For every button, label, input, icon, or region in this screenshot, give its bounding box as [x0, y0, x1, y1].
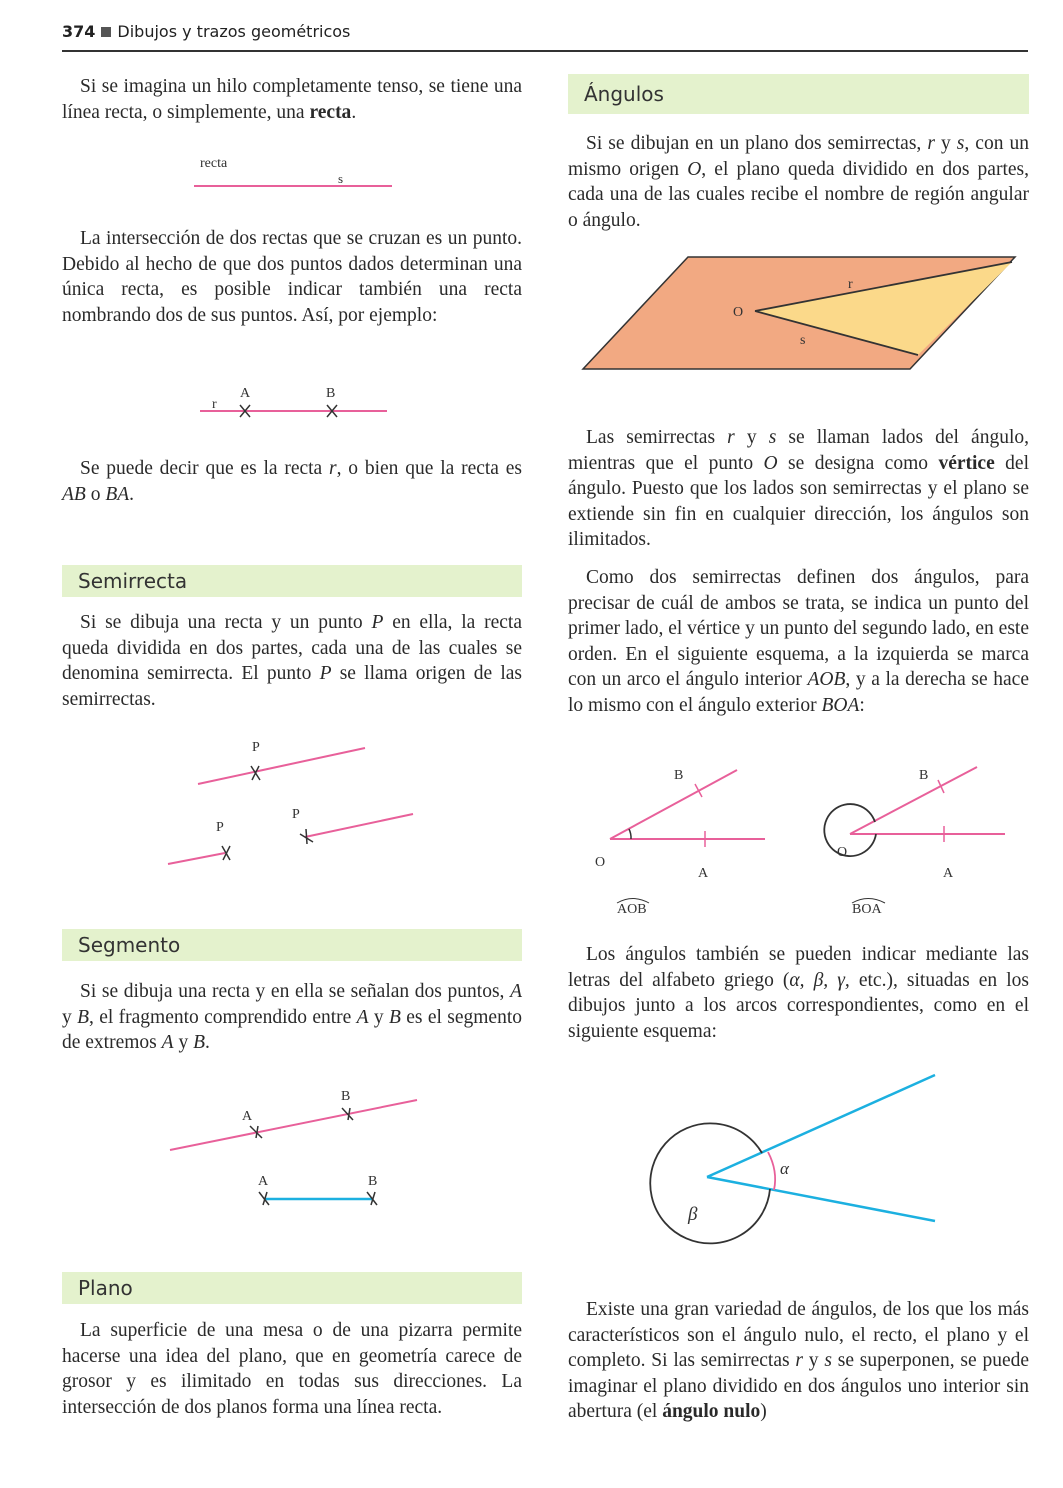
label-b: B	[919, 768, 929, 783]
figure-segmento	[165, 1084, 425, 1214]
figure-recta	[180, 148, 420, 198]
text: Como dos semirrectas definen dos ángulos, para precisar de cuál de ambos se trata, se indica un punto del primer lado, el vértice y un punto del segundo lado, en este orden. En el siguiente esquema, a la izquierda se marca con un arco el ángulo interior	[568, 567, 1029, 691]
label-o: O	[837, 845, 848, 860]
figure-plano-angulo	[580, 254, 1020, 374]
paragraph-recta-r	[62, 456, 522, 507]
text: Si se dibuja una recta y un punto	[80, 612, 372, 633]
header-title: Dibujos y trazos geométricos	[117, 22, 351, 41]
arc-beta	[650, 1123, 770, 1243]
ray-ob	[850, 767, 977, 834]
label-a: A	[258, 1174, 269, 1189]
label-o: O	[595, 855, 606, 870]
paragraph-angulos	[568, 131, 1029, 233]
label-s: s	[800, 333, 806, 348]
paragraph-recta	[62, 74, 522, 125]
text: o	[85, 483, 106, 505]
var-s: s	[956, 133, 965, 154]
text: Si se imagina un hilo completamente tenso, se tiene una línea recta, o simplemente, una	[62, 76, 522, 123]
paragraph-segmento	[62, 979, 522, 1056]
text: Si se dibuja una recta y en ella se señalan dos puntos,	[80, 981, 511, 1002]
text: y	[62, 1006, 78, 1028]
var-aob: AOB	[807, 669, 846, 691]
var-boa: BOA	[821, 694, 860, 716]
text: , y a la derecha se hace lo mismo con el ángulo exterior	[568, 669, 1029, 716]
text: etc.), situadas en los dibujos junto a los arcos correspondientes, como en el siguiente esquema:	[568, 969, 1029, 1042]
term-vertice: vértice	[938, 452, 995, 474]
text: , o bien que la recta es	[336, 458, 523, 479]
label-o: O	[733, 305, 744, 320]
label-r: r	[848, 277, 853, 292]
label-p: P	[252, 740, 260, 755]
var-b: B	[389, 1006, 401, 1028]
text: Las semirrectas	[586, 427, 728, 448]
term-recta: recta	[309, 101, 352, 123]
text: se llama origen de las semirrectas.	[62, 663, 522, 710]
text: .	[204, 1032, 210, 1054]
arc-aob	[629, 829, 631, 839]
ray-lower	[707, 1177, 935, 1221]
text: se superponen, se puede imaginar el plano dividido en dos ángulos uno interior sin abertura (el	[568, 1350, 1029, 1423]
caption-aob: AOB	[617, 902, 647, 917]
paragraph-dos-angulos	[568, 565, 1029, 719]
arc-alpha	[768, 1152, 775, 1190]
var-r: r	[727, 427, 735, 448]
var-o: O	[687, 158, 702, 180]
text: Se puede decir que es la recta	[80, 458, 330, 479]
var-r: r	[927, 133, 935, 154]
var-r: r	[795, 1350, 803, 1372]
var-b: B	[77, 1006, 90, 1028]
text: del ángulo. Puesto que los lados son semirrectas y el plano se extiende sin fin en cualquier dirección, los ángulos son ilimitados.	[568, 452, 1029, 551]
line-semi-2	[168, 853, 225, 864]
label-b: B	[674, 768, 684, 783]
label-b: B	[368, 1174, 378, 1189]
section-title-angulos: Ángulos	[568, 74, 1029, 114]
label-a: A	[242, 1109, 253, 1124]
var-o: O	[763, 452, 778, 474]
figure-recta-ab	[195, 382, 395, 422]
figure-semirrectas	[160, 734, 430, 874]
text: )	[760, 1401, 767, 1423]
text: y	[934, 133, 957, 154]
figure-angulo-aob	[585, 760, 785, 920]
var-s: s	[824, 1350, 832, 1372]
paragraph-griego	[568, 942, 1029, 1044]
label-recta: recta	[200, 156, 228, 171]
header-square-icon	[101, 27, 111, 37]
var-p: P	[371, 612, 384, 633]
text: .	[351, 101, 357, 123]
label-a: A	[698, 866, 709, 881]
text: Existe una gran variedad de ángulos, de los que los más característicos son el ángulo nulo, el recto, el plano y el completo. Si las semirrectas	[568, 1299, 1029, 1372]
text: :	[859, 694, 865, 716]
label-beta: β	[688, 1204, 698, 1225]
text: en ella, la recta queda dividida en dos partes, cada una de las cuales se denomina semirrecta. El punto	[62, 612, 522, 685]
line-semi-1	[198, 748, 365, 784]
label-a: A	[943, 866, 954, 881]
label-s: s	[338, 171, 344, 186]
section-title-plano: Plano	[62, 1272, 522, 1304]
term-angulo-nulo: ángulo nulo	[662, 1401, 761, 1423]
var-ba: BA	[105, 483, 130, 505]
text: La intersección de dos rectas que se cruzan es un punto. Debido al hecho de que dos puntos dados determinan una única recta, es posible indicar también una recta nombrando dos de sus puntos. Así, por ejemplo:	[62, 228, 522, 326]
text: y	[173, 1032, 194, 1054]
paragraph-plano	[62, 1318, 522, 1420]
text: .	[129, 483, 135, 505]
page-number: 374	[62, 22, 96, 41]
section-title-semirrecta: Semirrecta	[62, 565, 522, 597]
arc-boa	[824, 804, 876, 856]
page-header	[62, 22, 1028, 52]
label-p: P	[216, 820, 224, 835]
text: , el fragmento comprendido entre	[89, 1006, 357, 1028]
text: y	[368, 1006, 390, 1028]
text: y	[802, 1350, 825, 1372]
label-b: B	[341, 1089, 351, 1104]
var-a: A	[510, 981, 522, 1002]
var-s: s	[768, 427, 777, 448]
label-r: r	[212, 397, 217, 412]
text: , con un mismo origen	[568, 133, 1029, 180]
var-p: P	[319, 663, 332, 685]
line-ab	[170, 1100, 417, 1150]
text: , el plano queda dividido en dos partes, cada una de las cuales recibe el nombre de región angular o ángulo.	[568, 158, 1029, 231]
var-a: A	[161, 1032, 174, 1054]
label-b: B	[326, 386, 336, 401]
text: se designa como	[777, 452, 939, 474]
text: Si se dibujan en un plano dos semirrectas,	[586, 133, 928, 154]
paragraph-variedad	[568, 1297, 1029, 1425]
paragraph-interseccion	[62, 226, 522, 328]
paragraph-lados	[568, 425, 1029, 553]
label-a: A	[240, 386, 251, 401]
figure-angulos-griegos	[650, 1070, 950, 1245]
figure-angulo-boa	[815, 760, 1015, 920]
text: es el segmento de extremos	[62, 1006, 523, 1054]
ray-upper	[707, 1075, 935, 1177]
paragraph-semirrecta	[62, 610, 522, 712]
text: La superficie de una mesa o de una pizarra permite hacerse una idea del plano, que en geometría carece de grosor y es ilimitado en todas sus direcciones. La intersección de dos planos forma una línea recta.	[62, 1320, 522, 1418]
label-alpha: α	[780, 1159, 789, 1178]
line-semi-3	[305, 814, 413, 837]
text: Los ángulos también se pueden indicar mediante las letras del alfabeto griego (	[568, 944, 1029, 991]
greek-letters: α, β, γ,	[789, 969, 850, 991]
text: se llaman lados del ángulo, mientras que el punto	[568, 427, 1029, 474]
text: y	[734, 427, 769, 448]
var-ab: AB	[62, 483, 86, 505]
section-title-segmento: Segmento	[62, 929, 522, 961]
var-b: B	[193, 1032, 205, 1054]
caption-boa: BOA	[852, 902, 882, 917]
var-r: r	[329, 458, 337, 479]
label-p: P	[292, 807, 300, 822]
var-a: A	[356, 1006, 369, 1028]
